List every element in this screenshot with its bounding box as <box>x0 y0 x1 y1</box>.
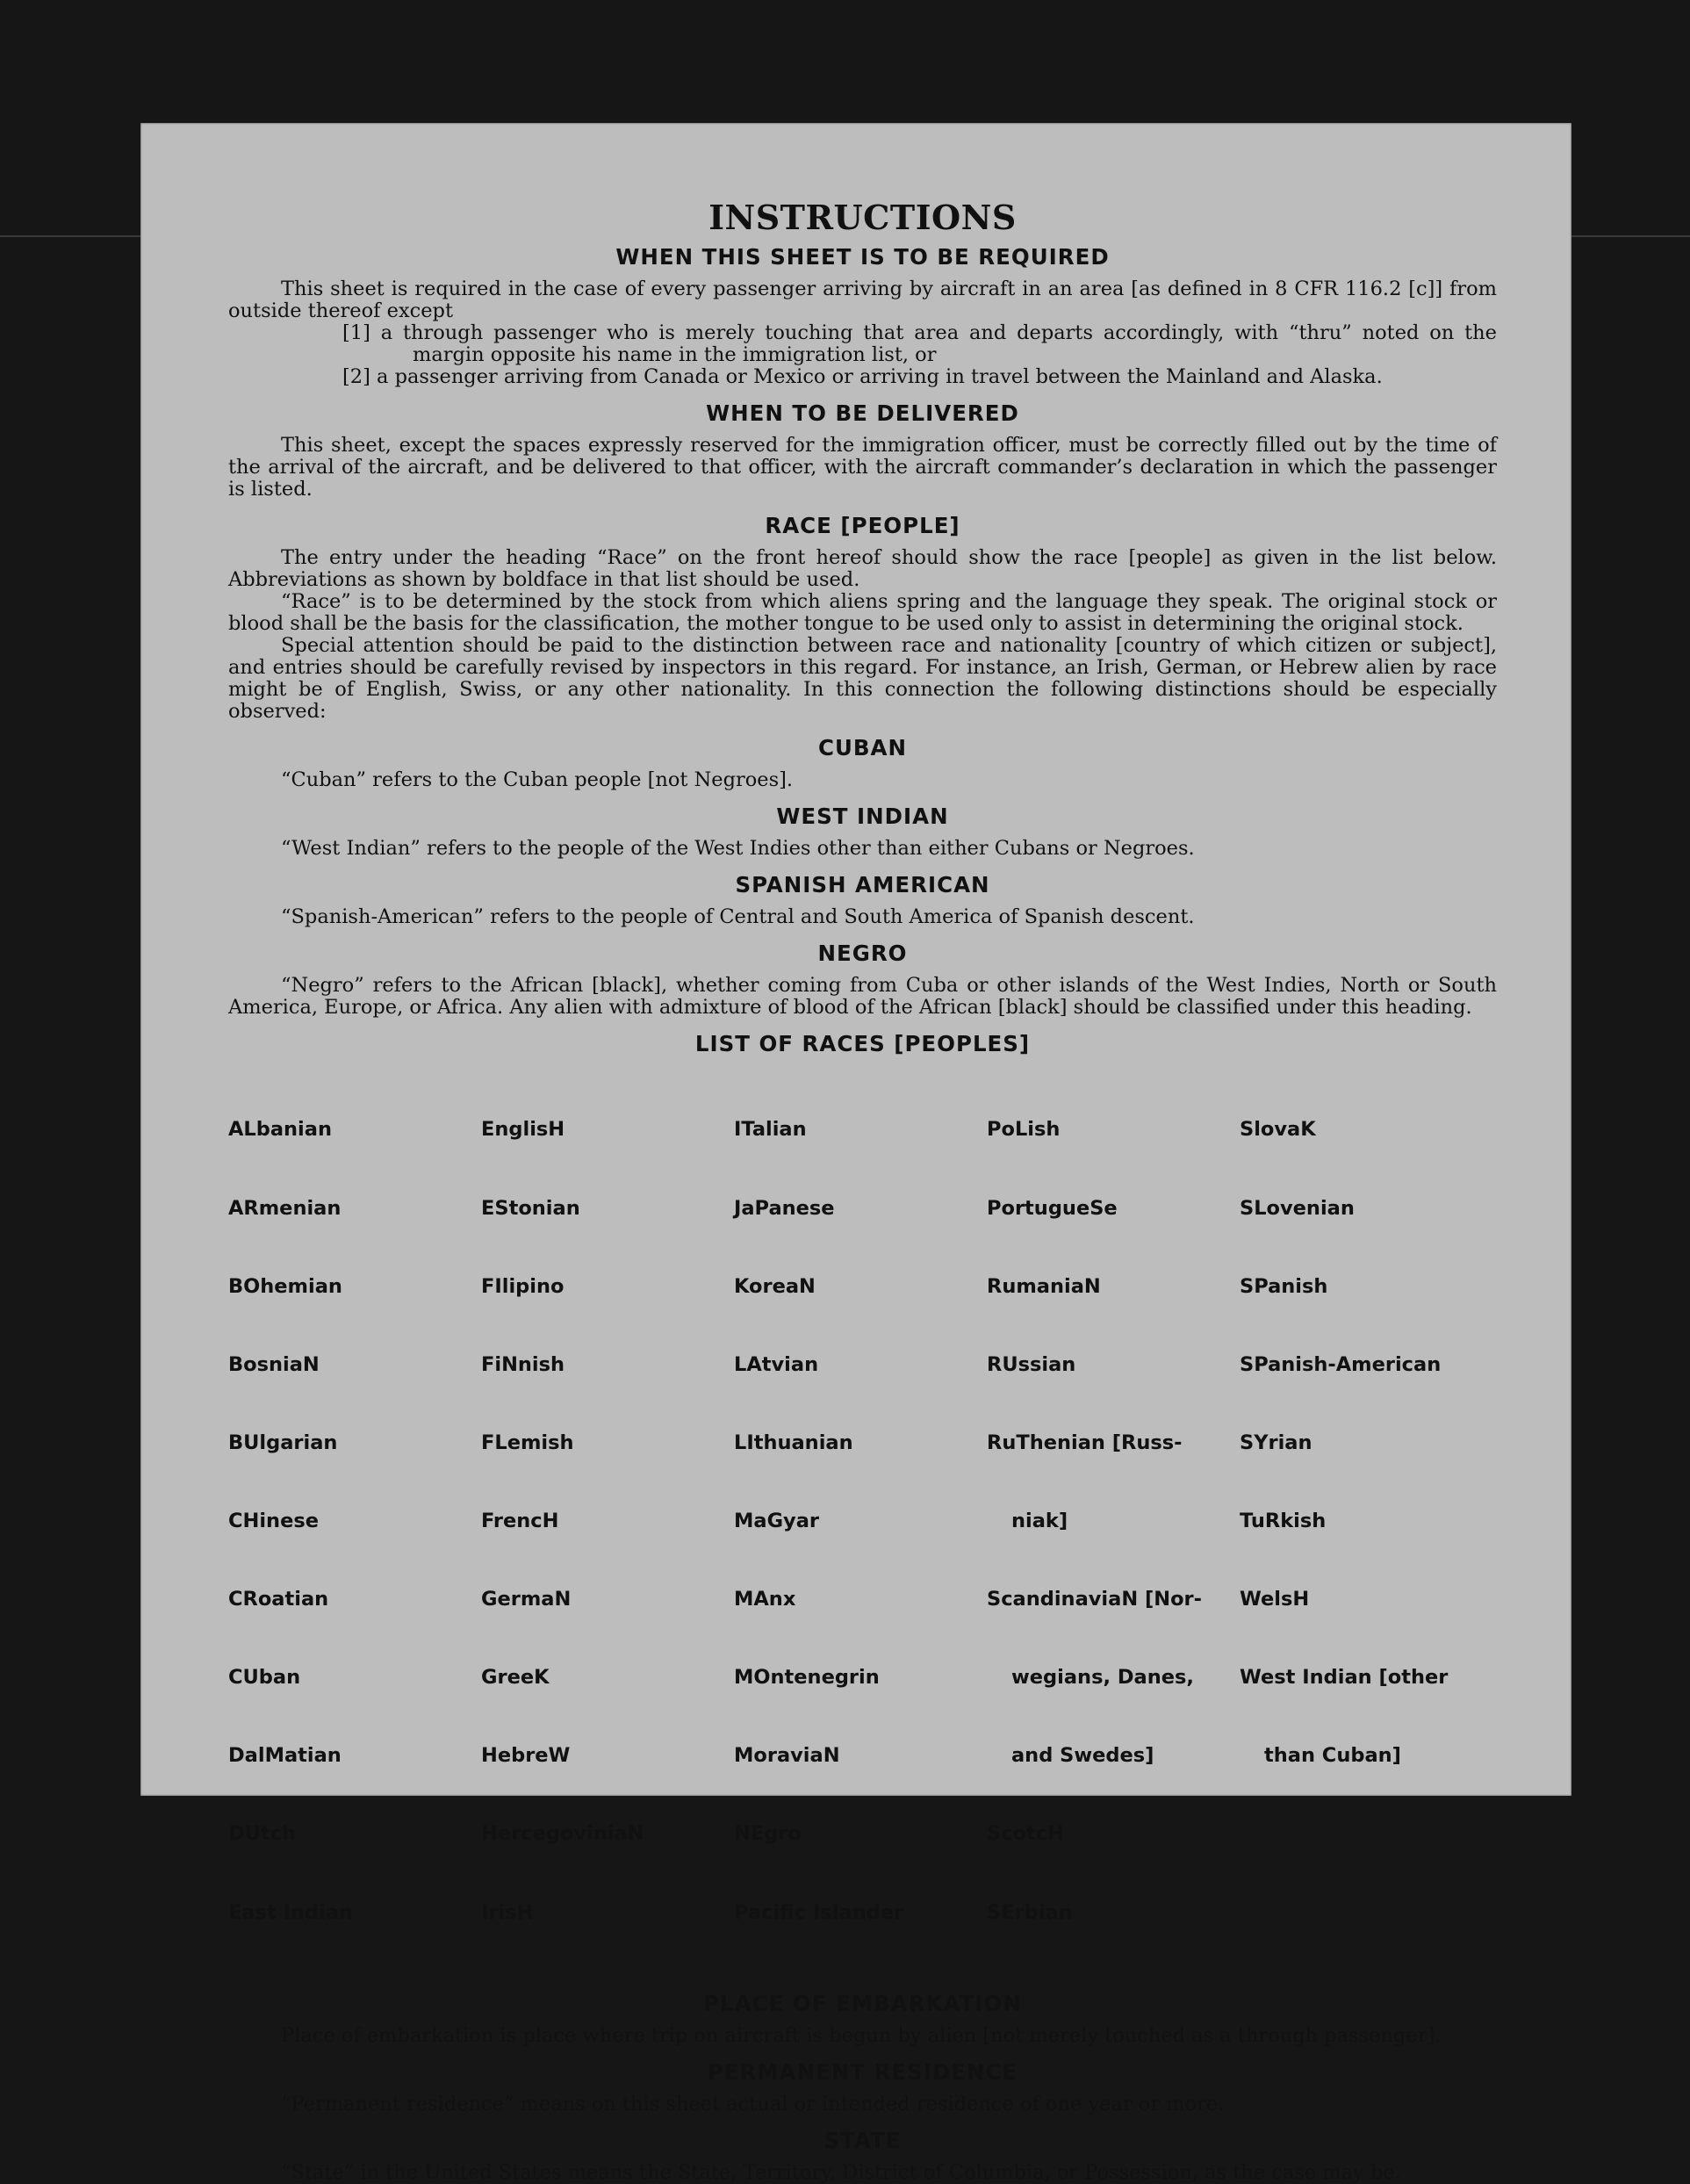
race-entry: East Indian <box>228 1900 353 1924</box>
heading-negro: NEGRO <box>817 941 908 966</box>
races-column-3 <box>734 1065 987 1979</box>
race-entry: SlovaK <box>1240 1118 1316 1142</box>
race-entry: HebreW <box>481 1744 571 1768</box>
race-entry: ALbanian <box>228 1118 332 1142</box>
race-entry: SPanish-American <box>1240 1352 1442 1376</box>
document-sheet <box>140 123 1571 2184</box>
race-entry: DalMatian <box>228 1744 342 1768</box>
heading-race: RACE [PEOPLE] <box>765 513 960 538</box>
heading-when-required: WHEN THIS SHEET IS TO BE REQUIRED <box>615 244 1110 270</box>
heading-when-delivered: WHEN TO BE DELIVERED <box>706 400 1019 426</box>
page-title: INSTRUCTIONS <box>708 198 1017 237</box>
race-entry-continuation: wegians, Danes, <box>1011 1666 1194 1690</box>
race-entry: FrencH <box>481 1509 559 1532</box>
race-entry: NEgro <box>734 1822 802 1846</box>
heading-west-indian: WEST INDIAN <box>776 804 949 829</box>
race-entry: CHinese <box>228 1509 319 1532</box>
race-entry: KoreaN <box>734 1274 816 1298</box>
race-entry: GreeK <box>481 1666 550 1690</box>
race-paragraph-2: “Race” is to be determined by the stock from which aliens spring and the language they speak. The original stock or blood shall be the basis for the classification, the mother tongue to be used only to assist in determining the original stock. <box>228 590 1497 635</box>
race-entry-continuation: and Swedes] <box>1011 1744 1154 1768</box>
race-entry: RuThenian [Russ- <box>987 1431 1183 1454</box>
race-entry: CRoatian <box>228 1588 329 1611</box>
heading-cuban: CUBAN <box>817 735 907 760</box>
race-entry: MOntenegrin <box>734 1666 880 1690</box>
race-entry: IrisH <box>481 1900 534 1924</box>
race-entry: RumaniaN <box>987 1274 1101 1298</box>
race-entry: BosniaN <box>228 1352 320 1376</box>
races-column-4 <box>987 1065 1240 1979</box>
race-entry: Pacific Islander <box>734 1900 904 1924</box>
race-entry: FLemish <box>481 1431 574 1454</box>
race-paragraph-1: The entry under the heading “Race” on the front hereof should show the race [people] as given in the list below. Abbreviations as shown by boldface in that list should be used. <box>228 546 1497 591</box>
races-column-1 <box>228 1065 481 1979</box>
race-entry: DUtch <box>228 1822 297 1846</box>
race-entry: TuRkish <box>1240 1509 1327 1532</box>
race-entry: SErbian <box>987 1900 1073 1924</box>
races-column-2 <box>481 1065 734 1979</box>
race-entry: West Indian [other <box>1240 1666 1449 1690</box>
race-entry: ScotcH <box>987 1822 1064 1846</box>
instructions-content <box>228 198 1497 2184</box>
race-entry: PoLish <box>987 1118 1061 1142</box>
embarkation-text: Place of embarkation is place where trip on aircraft is begun by alien [not merely touched as a through passenger]. <box>281 2023 1442 2047</box>
race-entry: RUssian <box>987 1352 1076 1376</box>
races-column-5 <box>1240 1065 1497 1979</box>
race-entry: ScandinaviaN [Nor- <box>987 1588 1202 1611</box>
race-entry: MoraviaN <box>734 1744 840 1768</box>
required-item-2: [2] a passenger arriving from Canada or Mexico or arriving in travel between the Mainland and Alaska. <box>342 365 1383 388</box>
race-paragraph-3: Special attention should be paid to the distinction between race and nationality [country of which citizen or subject], and entries should be carefully revised by inspectors in this regard. For instance, an Irish, German, or Hebrew alien by race might be of English, Swiss, or any other nationality. In this connection the following distinctions should be especially observed: <box>228 634 1497 723</box>
race-entry: SYrian <box>1240 1431 1312 1454</box>
race-entry: WelsH <box>1240 1588 1310 1611</box>
race-entry-continuation: than Cuban] <box>1264 1744 1401 1768</box>
race-entry: PortugueSe <box>987 1196 1118 1220</box>
race-entry: ARmenian <box>228 1196 342 1220</box>
race-entry: HercegoviniaN <box>481 1822 644 1846</box>
delivered-text: This sheet, except the spaces expressly reserved for the immigration officer, must be correctly filled out by the time of the arrival of the aircraft, and be delivered to that officer, with the aircraft commander’s declaration in which the passenger is listed. <box>228 434 1497 501</box>
cuban-text: “Cuban” refers to the Cuban people [not Negroes]. <box>281 768 794 791</box>
race-entry: GermaN <box>481 1588 572 1611</box>
heading-permanent-residence: PERMANENT RESIDENCE <box>707 2058 1018 2085</box>
residence-text: “Permanent residence” means on this sheet actual or intended residence of one year or more. <box>281 2092 1225 2116</box>
race-entry: SPanish <box>1240 1274 1328 1298</box>
race-entry: LAtvian <box>734 1352 819 1376</box>
race-entry: FiNnish <box>481 1352 565 1376</box>
race-entry: BUlgarian <box>228 1431 338 1454</box>
heading-list-of-races: LIST OF RACES [PEOPLES] <box>694 1031 1031 1056</box>
race-entry: CUban <box>228 1666 301 1690</box>
race-entry: SLovenian <box>1240 1196 1355 1220</box>
race-entry: LIthuanian <box>734 1431 853 1454</box>
race-entry: ITalian <box>734 1118 807 1142</box>
race-entry: EnglisH <box>481 1118 565 1142</box>
race-entry-continuation: niak] <box>1011 1509 1068 1532</box>
required-item-1: [1] a through passenger who is merely touching that area and departs accordingly, with “thru” noted on the margin opposite his name in the immigration list, or <box>342 321 1497 366</box>
required-intro: This sheet is required in the case of every passenger arriving by aircraft in an area [as defined in 8 CFR 116.2 [c]] from outside thereof except <box>228 278 1497 322</box>
negro-text: “Negro” refers to the African [black], whether coming from Cuba or other islands of the West Indies, North or South America, Europe, or Africa. Any alien with admixture of blood of the African [black] should be classified under this heading. <box>228 974 1497 1019</box>
races-list <box>228 1065 1497 1979</box>
west-indian-text: “West Indian” refers to the people of the West Indies other than either Cubans or Negroes. <box>281 837 1195 860</box>
race-entry: BOhemian <box>228 1274 342 1298</box>
race-entry: MAnx <box>734 1588 796 1611</box>
state-text: “State” in the United States means the State, Territory, District of Columbia, or Possession, as the case may be. <box>281 2160 1401 2184</box>
race-entry: FIlipino <box>481 1274 565 1298</box>
heading-place-of-embarkation: PLACE OF EMBARKATION <box>703 1990 1022 2016</box>
race-entry: EStonian <box>481 1196 580 1220</box>
race-entry: JaPanese <box>734 1196 835 1220</box>
heading-state: STATE <box>823 2127 902 2153</box>
heading-spanish-american: SPANISH AMERICAN <box>735 872 990 897</box>
spanish-american-text: “Spanish-American” refers to the people of Central and South America of Spanish descent. <box>281 905 1195 928</box>
race-entry: MaGyar <box>734 1509 819 1532</box>
